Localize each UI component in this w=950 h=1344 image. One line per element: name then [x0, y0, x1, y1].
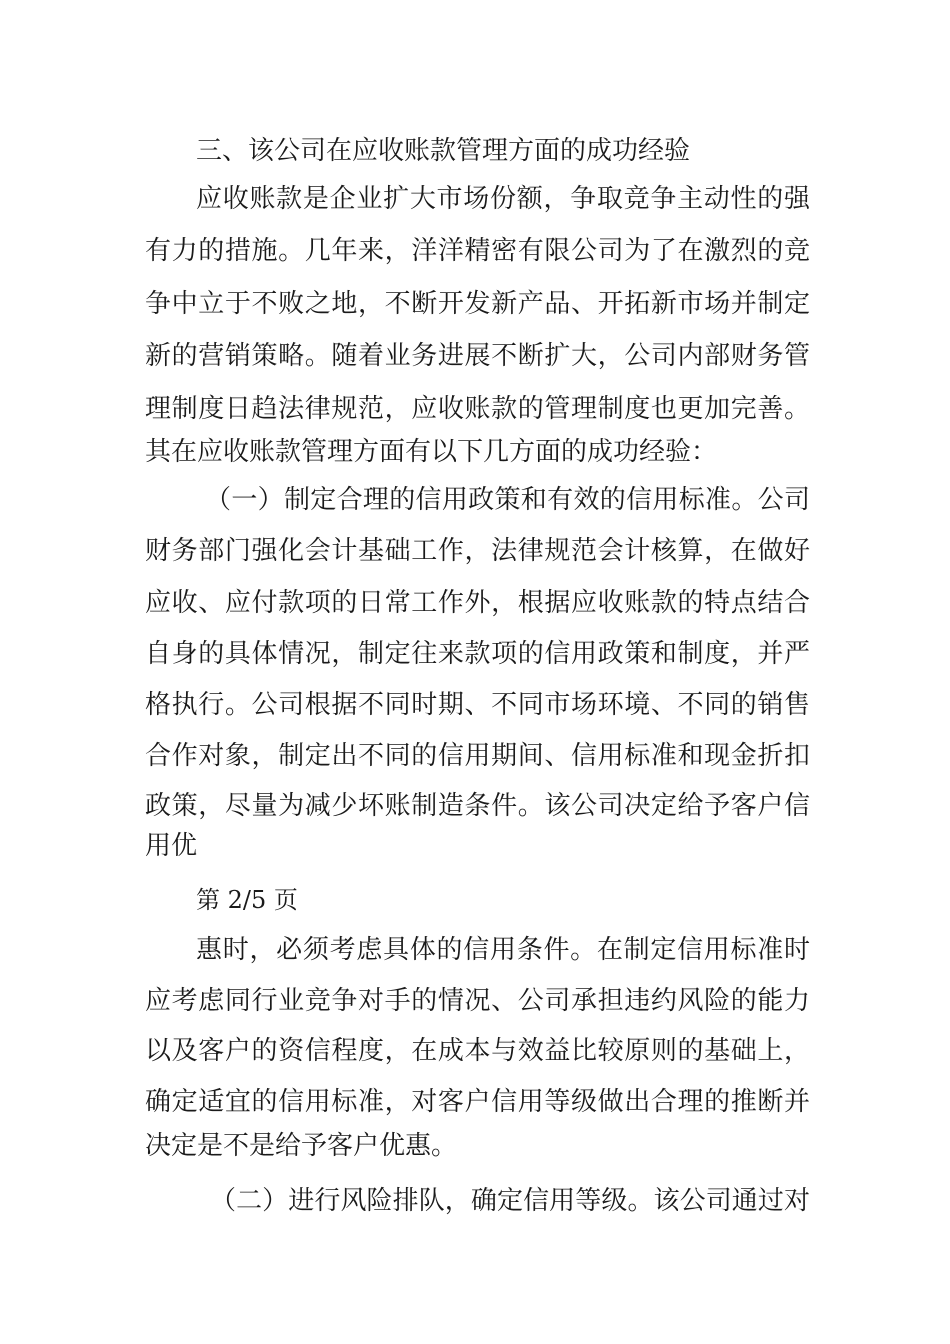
paragraph-line: 政策，尽量为减少坏账制造条件。该公司决定给予客户信 [145, 791, 810, 821]
paragraph-line: （一）制定合理的信用政策和有效的信用标准。公司 [205, 485, 810, 515]
page-number: 第 2/5 页 [196, 886, 298, 914]
paragraph-line: 决定是不是给予客户优惠。 [145, 1131, 458, 1161]
paragraph-line: 惠时，必须考虑具体的信用条件。在制定信用标准时 [196, 935, 810, 965]
paragraph-line: 其在应收账款管理方面有以下几方面的成功经验： [145, 437, 718, 467]
paragraph-line: （二）进行风险排队，确定信用等级。该公司通过对 [210, 1186, 810, 1216]
paragraph-line: 确定适宜的信用标准，对客户信用等级做出合理的推断并 [145, 1087, 810, 1117]
paragraph-line: 理制度日趋法律规范，应收账款的管理制度也更加完善。 [145, 394, 810, 424]
paragraph-line: 以及客户的资信程度，在成本与效益比较原则的基础上， [145, 1036, 810, 1066]
paragraph-line: 应收账款是企业扩大市场份额，争取竞争主动性的强 [196, 184, 810, 214]
paragraph-line: 自身的具体情况，制定往来款项的信用政策和制度，并严 [145, 639, 810, 669]
paragraph-line: 新的营销策略。随着业务进展不断扩大，公司内部财务管 [145, 341, 810, 371]
paragraph-line: 合作对象，制定出不同的信用期间、信用标准和现金折扣 [145, 741, 810, 771]
paragraph-line: 格执行。公司根据不同时期、不同市场环境、不同的销售 [145, 690, 810, 720]
paragraph-line: 应考虑同行业竞争对手的情况、公司承担违约风险的能力 [145, 986, 810, 1016]
section-heading: 三、该公司在应收账款管理方面的成功经验 [196, 136, 691, 166]
paragraph-line: 争中立于不败之地，不断开发新产品、开拓新市场并制定 [145, 289, 810, 319]
paragraph-line: 应收、应付款项的日常工作外，根据应收账款的特点结合 [145, 588, 810, 618]
paragraph-line: 财务部门强化会计基础工作，法律规范会计核算，在做好 [145, 536, 810, 566]
paragraph-line: 用优 [145, 831, 198, 861]
paragraph-line: 有力的措施。几年来，洋洋精密有限公司为了在激烈的竞 [145, 236, 810, 266]
